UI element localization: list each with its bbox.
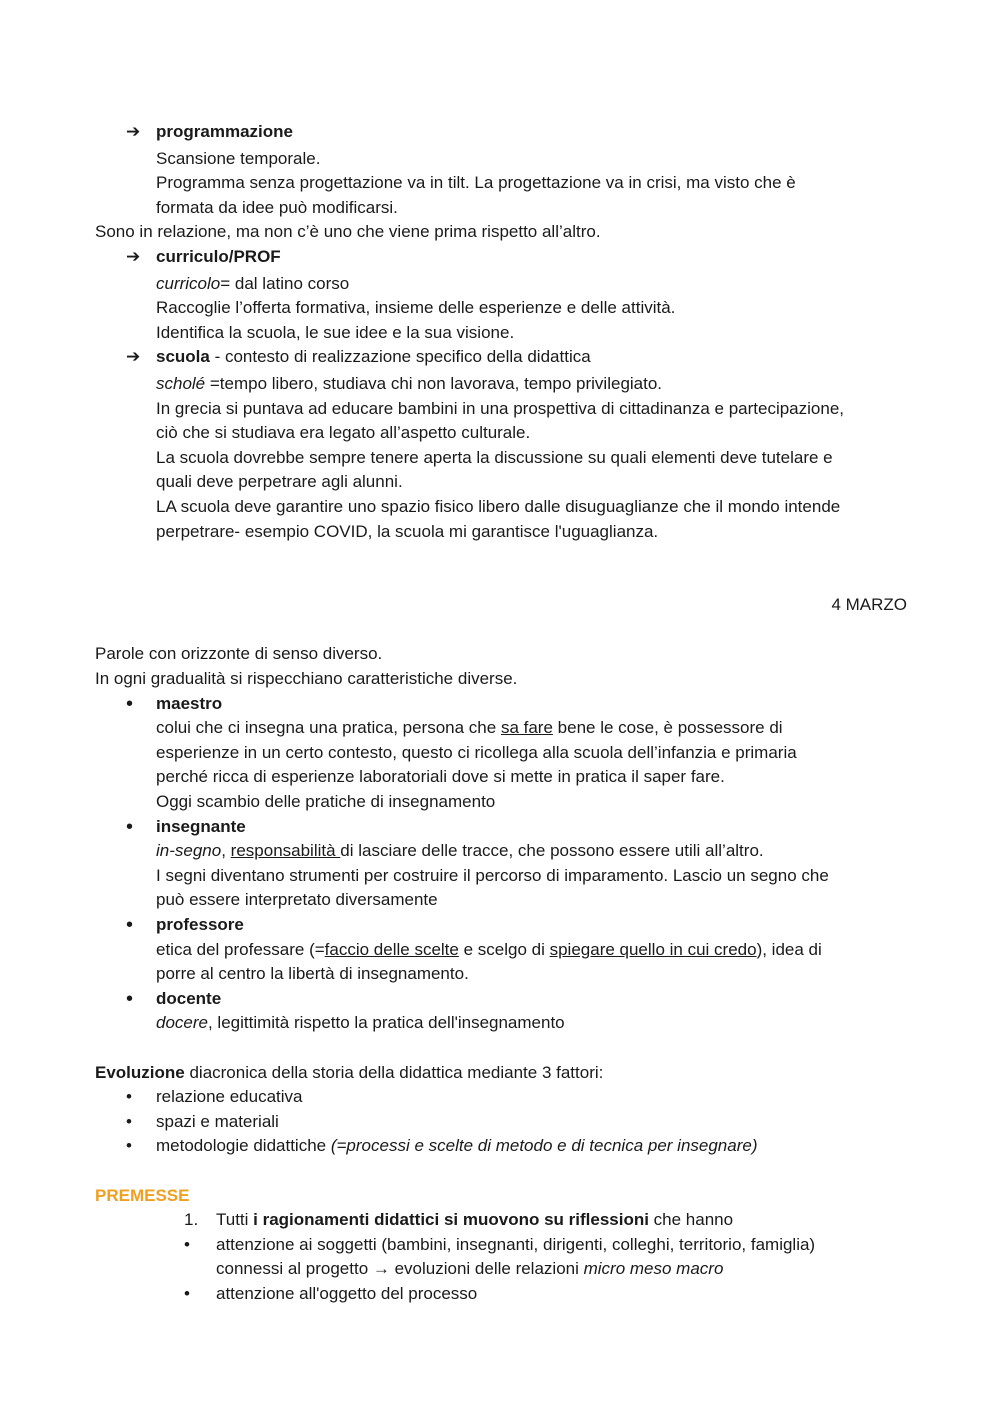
numbered-item [95, 1208, 907, 1233]
bullet-icon: • [126, 1136, 132, 1156]
list-item-professore [95, 913, 907, 938]
date-heading: 4 MARZO [831, 595, 907, 615]
bullet-icon: • [126, 692, 134, 715]
text-line: esperienze in un certo contesto, questo ci ricollega alla scuola dell’infanzia e primaria [156, 742, 797, 762]
text-span: etica del professare (= [156, 939, 325, 959]
text-line: La scuola dovrebbe sempre tenere aperta la discussione su quali elementi deve tutelare e [156, 447, 833, 467]
text-line: quali deve perpetrare agli alunni. [156, 472, 403, 492]
list-item-text: relazione educativa [156, 1087, 303, 1107]
italic-note: (=processi e scelte di metodo e di tecnica per insegnare) [330, 1136, 758, 1156]
text-line: Raccoglie l’offerta formativa, insieme delle esperienze e delle attività. [156, 298, 676, 318]
term-heading: scuola [156, 347, 210, 367]
text-line [95, 1011, 907, 1036]
paragraph [95, 1061, 907, 1086]
text-span: ), idea di [756, 939, 822, 959]
bold-term: i ragionamenti didattici si muovono su riflessioni [253, 1210, 649, 1230]
paragraph: Parole con orizzonte di senso diverso. [95, 644, 383, 664]
list-item [95, 1282, 907, 1307]
text-span: connessi al progetto → evoluzioni delle relazioni [216, 1259, 584, 1279]
bullet-icon: • [126, 1111, 132, 1131]
text-line [95, 1257, 907, 1282]
term-heading: maestro [156, 693, 223, 713]
text-line: LA scuola deve garantire uno spazio fisico libero dalle disuguaglianze che il mondo intende [156, 496, 841, 516]
text-line [95, 716, 907, 741]
text-line [95, 272, 907, 297]
text-span: che hanno [648, 1210, 734, 1230]
text-span: di lasciare delle tracce, che possono essere utili all’altro. [340, 841, 764, 861]
arrow-bullet-icon: ➔ [126, 122, 141, 141]
list-item-scuola [95, 345, 907, 370]
text-span: , legittimità rispetto la pratica dell'insegnamento [207, 1013, 565, 1033]
text-line [95, 372, 907, 397]
list-item-curriculo [95, 245, 907, 270]
term-heading: curriculo/PROF [156, 246, 281, 266]
bullet-icon: • [126, 987, 134, 1010]
paragraph: Sono in relazione, ma non c’è uno che viene prima rispetto all’altro. [95, 222, 601, 242]
list-item [95, 1233, 907, 1258]
bold-term: Evoluzione [95, 1062, 185, 1082]
text-span: bene le cose, è possessore di [552, 718, 783, 738]
bullet-icon: • [126, 914, 134, 936]
term-heading: programmazione [156, 122, 293, 141]
list-item [95, 1110, 907, 1135]
text-span: , [221, 841, 231, 861]
list-item-maestro [95, 692, 907, 717]
list-item-text: spazi e materiali [156, 1111, 279, 1131]
text-line: porre al centro la libertà di insegnamento. [156, 964, 469, 984]
list-item-programmazione [95, 120, 907, 145]
list-item [95, 1085, 907, 1110]
arrow-bullet-icon: ➔ [126, 347, 141, 367]
list-item-docente [95, 987, 907, 1012]
text-line: perpetrare- esempio COVID, la scuola mi garantisce l'uguaglianza. [156, 521, 659, 541]
list-item-text: attenzione ai soggetti (bambini, insegnanti, dirigenti, colleghi, territorio, famiglia) [216, 1234, 816, 1254]
text-span: e scelgo di [458, 939, 550, 959]
list-item-insegnante [95, 815, 907, 840]
underlined-text: faccio delle scelte [324, 939, 459, 959]
italic-term: scholé [156, 373, 206, 393]
text-line: I segni diventano strumenti per costruire il percorso di imparamento. Lascio un segno che [156, 865, 829, 885]
text-span: = dal latino corso [220, 273, 350, 293]
text-line [95, 938, 907, 963]
term-heading: docente [156, 988, 222, 1008]
list-item [95, 1134, 907, 1159]
text-span: - contesto di realizzazione specifico della didattica [209, 347, 591, 367]
underlined-text: spiegare quello in cui credo [549, 939, 757, 959]
italic-term: curricolo [156, 273, 221, 293]
bullet-icon: • [184, 1283, 190, 1303]
text-line: ciò che si studiava era legato all’aspetto culturale. [156, 423, 531, 443]
list-number: 1. [184, 1210, 199, 1230]
bullet-icon: • [184, 1234, 190, 1254]
underlined-text: responsabilità [230, 841, 341, 861]
text-line: Scansione temporale. [156, 148, 321, 168]
text-line: Oggi scambio delle pratiche di insegnamento [156, 792, 496, 812]
italic-term: docere [156, 1013, 208, 1033]
underlined-text: sa fare [500, 718, 553, 738]
arrow-bullet-icon: ➔ [126, 246, 141, 266]
text-line: formata da idee può modificarsi. [156, 197, 398, 217]
text-line: può essere interpretato diversamente [156, 890, 438, 910]
paragraph: In ogni gradualità si rispecchiano caratteristiche diverse. [95, 669, 518, 689]
text-span: colui che ci insegna una pratica, persona che [156, 718, 501, 738]
text-line: Programma senza progettazione va in tilt. La progettazione va in crisi, ma visto che è [156, 173, 796, 193]
text-line [95, 839, 907, 864]
text-span: diacronica della storia della didattica mediante 3 fattori: [184, 1062, 604, 1082]
text-line: Identifica la scuola, le sue idee e la sua visione. [156, 322, 515, 342]
text-line: In grecia si puntava ad educare bambini in una prospettiva di cittadinanza e partecipazione, [156, 398, 844, 418]
document-body [95, 120, 907, 1307]
text-span: =tempo libero, studiava chi non lavorava, tempo privilegiato. [205, 373, 663, 393]
term-heading: professore [156, 915, 244, 934]
text-line: perché ricca di esperienze laboratoriali dove si mette in pratica il saper fare. [156, 767, 725, 787]
term-heading: insegnante [156, 816, 246, 836]
bullet-icon: • [126, 1087, 132, 1107]
list-item-text: attenzione all'oggetto del processo [216, 1283, 478, 1303]
section-heading-premesse: PREMESSE [95, 1185, 190, 1205]
italic-term: micro meso macro [583, 1259, 724, 1279]
bullet-icon: • [126, 815, 134, 838]
italic-term: in-segno [156, 841, 222, 861]
list-item-text: metodologie didattiche [156, 1136, 331, 1156]
text-span: Tutti [216, 1210, 254, 1230]
